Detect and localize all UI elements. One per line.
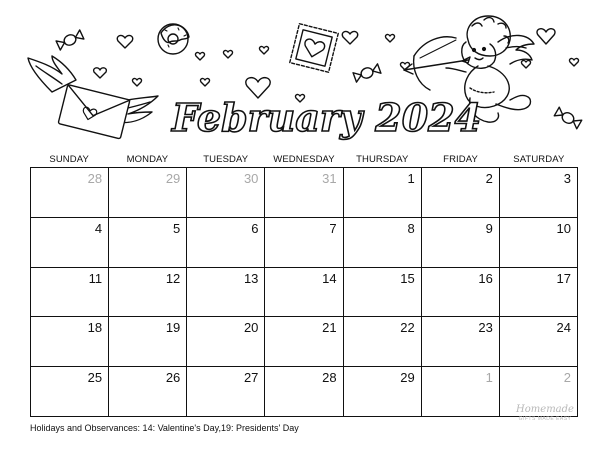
weekday-label: MONDAY <box>126 154 169 165</box>
day-number: 29 <box>400 370 415 386</box>
candy-icon <box>353 64 381 82</box>
day-cell <box>265 168 343 218</box>
day-cell <box>265 268 343 318</box>
day-number: 26 <box>165 370 181 386</box>
day-cell <box>265 367 343 417</box>
day-number: 28 <box>322 370 337 386</box>
day-number: 4 <box>94 220 103 236</box>
donut-icon <box>158 24 189 54</box>
day-cell <box>187 317 265 367</box>
day-number: 3 <box>563 171 571 186</box>
day-cell <box>31 367 109 417</box>
weekday-label: WEDNESDAY <box>273 154 335 165</box>
day-cell <box>344 218 422 268</box>
weekday-label: SUNDAY <box>49 154 89 165</box>
weekday-label: SATURDAY <box>513 154 565 165</box>
day-number: 21 <box>322 320 337 336</box>
day-number: 27 <box>243 370 259 386</box>
day-number: 17 <box>556 270 571 286</box>
day-number: 11 <box>88 270 103 286</box>
day-cell <box>109 367 187 417</box>
day-cell <box>422 218 500 268</box>
day-number: 6 <box>251 220 259 236</box>
candy-icon <box>554 107 582 129</box>
day-number: 20 <box>243 320 259 336</box>
day-cell <box>500 218 578 268</box>
brand-tagline: GIFTS MADE EASY <box>518 416 572 422</box>
day-cell <box>187 168 265 218</box>
day-number: 16 <box>478 270 493 286</box>
day-number: 15 <box>400 270 415 286</box>
brand-logo: Homemade <box>516 404 574 415</box>
day-number: 25 <box>87 370 103 386</box>
day-number: 30 <box>243 171 259 186</box>
day-cell <box>31 317 109 367</box>
day-cell <box>187 268 265 318</box>
candy-icon <box>56 30 84 50</box>
holidays-note: Holidays and Observances: 14: Valentine's Day,19: Presidents' Day <box>30 423 299 433</box>
day-cell <box>422 317 500 367</box>
day-number: 2 <box>563 370 571 386</box>
day-number: 1 <box>407 171 415 186</box>
day-number: 8 <box>407 220 415 236</box>
day-cell <box>344 367 422 417</box>
day-cell <box>500 268 578 318</box>
day-cell <box>31 168 109 218</box>
day-number: 13 <box>243 270 259 286</box>
day-number: 29 <box>165 171 181 186</box>
day-cell <box>31 218 109 268</box>
calendar-grid <box>30 167 578 417</box>
day-number: 5 <box>173 220 181 236</box>
day-cell <box>500 317 578 367</box>
weekday-label: FRIDAY <box>443 154 478 165</box>
day-cell <box>109 317 187 367</box>
page-title: February 2024 <box>172 95 482 140</box>
day-cell <box>109 218 187 268</box>
day-cell <box>344 268 422 318</box>
day-number: 19 <box>165 320 181 336</box>
day-number: 10 <box>556 220 571 236</box>
weekday-header-row <box>30 153 578 167</box>
day-cell <box>109 168 187 218</box>
bow-and-arrow-icon <box>404 37 470 90</box>
day-cell <box>422 168 500 218</box>
day-cell <box>31 268 109 318</box>
day-number: 14 <box>322 270 337 286</box>
day-number: 24 <box>556 320 571 336</box>
day-number: 1 <box>485 370 493 386</box>
day-cell <box>109 268 187 318</box>
day-cell <box>422 268 500 318</box>
day-cell <box>265 317 343 367</box>
weekday-label: TUESDAY <box>203 154 249 165</box>
day-cell <box>500 168 578 218</box>
day-cell <box>187 218 265 268</box>
day-number: 28 <box>87 171 103 186</box>
day-number: 12 <box>165 270 181 286</box>
day-number: 22 <box>400 320 415 336</box>
day-cell <box>187 367 265 417</box>
day-cell <box>422 367 500 417</box>
day-number: 2 <box>485 171 493 186</box>
day-cell <box>344 317 422 367</box>
winged-envelope-icon <box>28 56 158 139</box>
day-cell <box>265 218 343 268</box>
stamp-icon <box>290 24 338 72</box>
day-number: 31 <box>322 171 337 186</box>
day-number: 7 <box>329 220 337 236</box>
day-number: 9 <box>485 220 493 236</box>
weekday-label: THURSDAY <box>356 154 409 165</box>
day-number: 18 <box>87 320 103 336</box>
day-number: 23 <box>478 320 493 336</box>
day-cell <box>344 168 422 218</box>
